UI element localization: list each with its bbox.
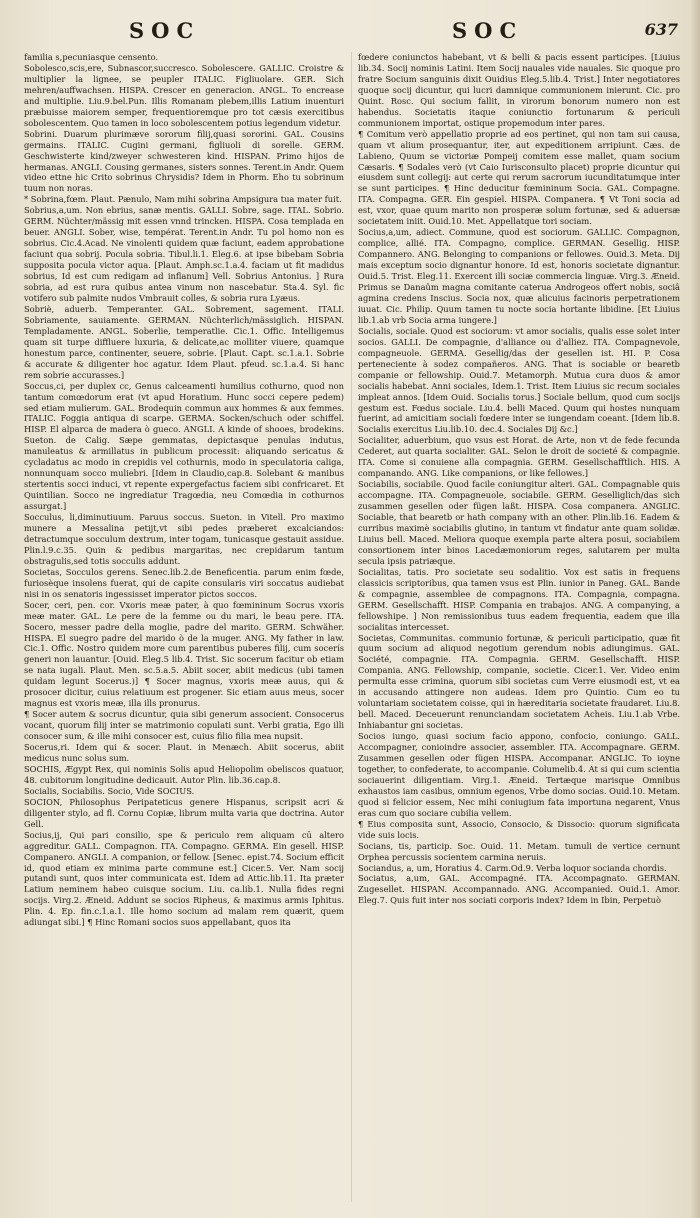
running-header (24, 18, 678, 48)
dictionary-entry: Sobrini. Duarum plurimæve sororum filij,quasi sororini. GAL. Cousins germains. ITALIC. Cugini germani, figliuoli di sorelle. GERM. Geschwisterte kind/zweyer schwesteren kind. HISPAN. Primo hijos de hermanas. ANGLI. Cousing germanes, sisters sonnes. Terent.in Andr. Quem video ettne hic Crito sobrinus Chrysidis? Idem in Phorm. Eho tu sobrinum tuum non noras. (24, 128, 344, 194)
dictionary-entry: Sociatus, a,um, GAL. Accompagné. ITA. Accompagnato. GERMAN. Zugesellet. HISPAN. Accompannado. ANG. Accompanied. Ouid.1. Amor. Eleg.7. Quis fuit inter nos sociati corporis index? Idem in Ibin, Perpetuò (358, 873, 680, 906)
dictionary-entry: SOCION, Philosophus Peripateticus genere Hispanus, scripsit acri & diligenter stylo, ad fl. Cornu Copiæ, librum multa varia que doctrina. Autor Gell. (24, 796, 344, 829)
dictionary-entry: Socius,ij, Qui pari consilio, spe & periculo rem aliquam cū altero aggreditur. GALL. Compagnon. ITA. Compagno. GERMA. Ein gesell. HISP. Companero. ANGLI. A companion, or fellow. [Senec. epist.74. Socium efficit id, quod etiam ex minima parte commune est.] Cicer.5. Ver. Nam socij putandi sunt, quos inter communicata est. Idem ad Attic.lib.11. Ita præter Latium neminem habeo cuisque socium. Liu. ca.lib.1. Nulla fides regni socijs. Virg.2. Æneid. Addunt se socios Ripheus, & maximus armis Iphitus. Plin. 4. Ep. fin.c.1.a.1. Ille homo socium ad malam rem quærit, quem adiungat sibi.] ¶ Hinc Romani socios suos appellabant, quos ita (24, 829, 344, 928)
dictionary-entry: Socios iungo, quasi socium facio appono, confocio, coniungo. GALL. Accompagner, conioindre associer, assembler. ITA. Accompagnare. GERM. Zusammen gesellen oder fügen HISPA. Accompanar. ANGLIC. To ioyne together, to confederate, to accompanie. Columelib.4. At si qui cum scientia sociauerint diligentiam. Virg.1. Æneid. Tertæque marisque Omnibus exhaustos iam casibus, omnium egenos, Vrbe domo socias. Ouid.10. Metam. quod si felicior essem, Nec mihi coniugium fata importuna negarent, Vnus eras cum quo sociare cubilia vellem. (358, 731, 680, 818)
dictionary-entry: ¶ Eius composita sunt, Associo, Consocio, & Dissocio: quorum significata vide suis locis. (358, 818, 680, 840)
column-divider (351, 52, 352, 1202)
dictionary-entry: Societas, Socculos gerens. Senec.lib.2.de Beneficentia. parum enim fœde, furiosèque insolens fuerat, qui de capite consularis viri soccatus audiebat nisi in os senatoris ingessisset imperator pictos soccos. (24, 566, 344, 599)
left-running-head: SOC (129, 18, 201, 43)
right-column (358, 52, 680, 906)
dictionary-entry: familia s,pecuniasque censento. (24, 52, 159, 62)
dictionary-entry: * Sobrina,fœm. Plaut. Pænulo, Nam mihi sobrina Ampsigura tua mater fuit. (24, 194, 342, 205)
dictionary-entry: fœdere coniunctos habebant, vt & belli & pacis essent participes. [Liuius lib.34. Socij nominis Latini. Item Socij nauales vide nauales. Sic quoque pro fratre Socium sanguinis dixit Ouidius Eleg.5.lib.4. Trist.] Inter negotiatores quoque socij dicuntur, qui lucri damnique communionem inierunt. Cic. pro Quint. Rosc. Qui socium fallit, in virorum bonorum numero non est habendus. Societatis itaque coniunctio fortunarum & periculi communionem importat, ostique propemodum inter pares. (358, 52, 680, 128)
dictionary-entry: Socerus,ri. Idem qui & socer. Plaut. in Menæch. Abiit socerus, abiit medicus nunc solus sum. (24, 742, 344, 763)
dictionary-entry: Soccus,ci, per duplex cc, Genus calceamenti humilius cothurno, quod non tantum comœdorum erat (vt apud Horatium. Hunc socci cepere pedem) sed etiam mulierum. GAL. Brodequin commun aux hommes & aux femmes. ITALIC. Foggia antiqua di scarpe. GERMA. Socken/schuch oder schiffel. HISP. El alparca de madera ò gueco. ANGLI. A kinde of shooes, brodekins. Sueton. de Calig. Sæpe gemmatas, depictasque penulas indutus, manuleatus & armillatus in publicum processit: aliquando sericatus & cycladatus ac modo in crepidis vel cothurnis, modo in speculatoria caliga, nonnunquam socco muliebri. [Idem in Claudio,cap.8. Solebant & manibus stertentis socci induci, vt repente expergefactus faciem sibi confricaret. Et Quintilian. Socco ne ingrediatur Tragœdia, neu Comœdia in cothurnos assurgat.] (24, 380, 344, 512)
dictionary-entry: Sobolesco,scis,ere, Subnascor,succresco. Sobolescere. GALLIC. Croistre & multiplier la lignee, se peupler ITALIC. Figliuolare. GER. Sich mehren/auffwachsen. HISPA. Crescer en generacion. ANGL. To encrease and multiplie. Liu.9.bel.Pun. Illis Romanam plebem,illis Latium inuenturi præbuisse maiorem semper, frequentioremque pro tot cæsis exercitibus sobolescentem. Quo tamen in loco sobolescentem potius legendum videtur. (24, 62, 344, 128)
page-number: 637 (644, 20, 678, 39)
dictionary-entry: Socculus, li,diminutiuum. Paruus soccus. Sueton. in Vitell. Pro maximo munere a Messalina petijt,vt sibi pedes præberet excalciandos: detractumque socculum dextrum, inter togam, tunicasque gestauit assidue. Plin.l.9.c.35. Quin & pedibus margaritas, nec crepidarum tantum obstragulis,sed totis socculis addunt. (24, 512, 344, 566)
dictionary-entry: Socialiter, aduerbium, quo vsus est Horat. de Arte, non vt de fede fecunda Cederet, aut quarta socialiter. GAL. Selon le droit de societé & compagnie. ITA. Come si conuiene alla compagnia. GERM. Gesellschafftlich. HIS. A companando. ANG. Like companions, or like fellowes.] (358, 435, 680, 479)
dictionary-entry: Socius,a,um, adiect. Commune, quod est sociorum. GALLIC. Compagnon, complice, allié. ITA. Compagno, complice. GERMAN. Gesellig. HISP. Compannero. ANG. Belonging to companions or fellowes. Ouid.3. Meta. Dij mais exceptum socio dignantur honore. Id est, honoris societate dignantur. Ouid.5. Trist. Eleg.11. Exercent illi sociæ commercia linguæ. Virg.3. Æneid. Primus se Danaûm magna comitante caterua Androgeos offert nobis, sociâ agmina credens Inscius. Socia nox, quæ alicuius facinoris perpetrationem iuuat. Cic. Philip. Quum tamen tu nocte socia hortante libidine. [Et Liuius lib.1.ab vrb Socia arma iungere.] (358, 227, 680, 325)
dictionary-entry: Sociandus, a, um, Horatius 4. Carm.Od.9. Verba loquor socianda chordis. (358, 862, 667, 873)
dictionary-entry: ¶ Socer autem & socrus dicuntur, quia sibi generum associent. Consocerus vocant, quorum filij inter se matrimonio copulati sunt. Verbi gratia, Ego illi consocer sum, & ille mihi consocer est, cuius filio filia mea nupsit. (24, 709, 344, 742)
dictionary-entry: Socer, ceri, pen. cor. Vxoris meæ pater, à quo fœmininum Socrus vxoris meæ mater. GAL. Le pere de la femme ou du mari, le beau pere. ITA. Socero, messer padre della moglie, padre del marito. GERM. Schwäher. HISPA. El suegro padre del marido ò de la muger. ANG. My father in law. Cic.1. Offic. Nostro quidem more cum parentibus puberes filij, cum socerís generi non lauantur. [Ouid. Eleg.5 lib.4. Trist. Sic socerum facitur ob etiam se nata iugali. Plaut. Men. sc.5.a.5. Abiit socer, abiit medicus (ubi tamen quidam legunt Socerus.)] ¶ Socer magnus, vxoris meæ auus, qui & prosocer dicitur, cuius relatiuum est progener. Sic etiam auus meus, socer magnus est vxoris meæ, illa ills pronurus. (24, 599, 344, 709)
right-running-head: SOC (452, 18, 524, 43)
page-edge-shadow (690, 0, 700, 1218)
dictionary-entry: Sobriè, aduerb. Temperanter. GAL. Sobrement, sagement. ITALI. Sobriamente, sauiamente. GERMAN. Nüchterlich/mässiglich. HISPAN. Templadamente. ANGL. Soberlie, temperatlie. Cic.1. Offic. Intelligemus quam sit turpe diffluere luxuria, & delicate,ac molliter viuere, quamque honestum parce, continenter, seuere, sobrie. [Plaut. Capt. sc.1.a.1. Sobrie & accurate & diligenter hoc agatur. Idem Plaut. pfeud. sc.1.a.4. Si hanc rem sobrie accurasses.] (24, 303, 344, 380)
dictionary-entry: Socialis, sociale. Quod est sociorum: vt amor socialis, qualis esse solet inter socios. GALLI. De compagnie, d'alliance ou d'alliez. ITA. Compagnevole, compagneuole. GERMA. Gesellig/das der gesellen ist. HI. P. Cosa perteneciente à sodez compañeros. ANG. That is sociable or bearetb companie or fellowship. Ouid.7. Metamorph. Mutua cura duos & amor socialis habebat. Anni sociales, Idem.1. Trist. Item Liuius sic recum sociales impleat annos. [Idem Ouid. Socialis torus.] Sociale bellum, quod cum socijs gestum est. Fœdus sociale. Liu.4. belli Maced. Quum qui hostes nunquam fuerint, ad amicitiam sociali fœdere inter se iungendam coeant. [Idem lib.8. Socialis exercitus Liu.lib.10. dec.4. Sociales Dij &c.] (358, 325, 680, 435)
dictionary-entry: ¶ Comitum verò appellatio proprie ad eos pertinet, qui non tam sui causa, quam vt alium prosequantur, iter, aut expeditionem arripiunt. Cæs. de Labieno, Quum se victoriæ Pompeij comitem esse mallet, quam socium Cæsaris. ¶ Sodales verò (vt Caio Iurisconsulto placet) proprie dicuntur qui eiusdem sunt collegij: aut certe qui rerum sacrorum iucunditatumque inter se sunt participes. ¶ Hinc deducitur fœmininum Socia. GAL. Compagne. ITA. Compagna. GER. Ein gespiel. HISPA. Companera. ¶ Vt Toni socia ad est, vxor, quae quum marito non prosperæ solum fortunæ, sed & aduersæ societatem iniit. Ouid.10. Met. Appellatque tori sociam. (358, 128, 680, 227)
dictionary-entry: Sobrius,a,um. Non ebrius, sanæ mentis. GALLI. Sobre, sage. ITAL. Sobrio. GERM. Nüchter/mässig mit essen vnnd trincken. HISPA. Cosa templada en beuer. ANGLI. Sober, wise, températ. Terent.in Andr. Tu pol homo non es sobrius. Cic.4.Acad. Ne vinolenti quidem quæ faciunt, eadem approbatione faciunt qua sobrij. Pocula sobria. Tibul.li.1. Eleg.6. at ipse bibebam Sobria supposita pocula victor aqua. [Plaut. Amph.sc.1.a.4. faciam ut fit madidus sobrius, Id est cum redigam ad inflanum] Vell. Sobrius Antonius. ] Rura sobria, ad est rura quibus antea vinum non nascebatur. Sta.4. Syl. fic votifero sub palmite nudos Vmbrauit colles, & sobria rura Lyæus. (24, 205, 344, 303)
left-column (24, 52, 344, 928)
dictionary-entry: Socialis, Sociabilis. Socio, Vide SOCIUS. (24, 785, 195, 796)
dictionary-entry: SOCHIS, Ægypt Rex, qui nominis Solis apud Heliopolim obeliscos quatuor, 48. cubitorum longitudine dedicauit. Autor Plin. lib.36.cap.8. (24, 763, 344, 785)
dictionary-entry: Socialitas, tatis. Pro societate seu sodalitio. Vox est satis in frequens classicis scriptoribus, qua tamen vsus est Plin. iunior in Paneg. GAL. Bande & compagnie, assemblee de compagnons. ITA. Compagnia, compagna. GERM. Gesellschafft. HISP. Compania en trabajos. ANG. A companying, a fellowshipe. ] Non remissionibus tuus eadem frequentia, eadem que illa socialitas intercesset. (358, 566, 680, 632)
dictionary-entry: Sociabilis, sociabile. Quod facile coniungitur alteri. GAL. Compagnable quis accompagne. ITA. Compagneuole, sociabile. GERM. Geselliglich/das sich zusammen gesellen oder fügen laßt. HISPA. Cosa companera. ANGLIC. Sociable, that bearetb or hath company with an other. Plin.lib.16. Eadem & curribus maximè sociabilis glutino, in tantum vt findatur ante quam solidæ. Liuius bell. Maced. Meliora quoque exempla parte altera posui, sociabilem consortionem inter binos Lacedæmoniorum reges, salutarem per multa secula ipsis patriæque. (358, 479, 680, 566)
dictionary-entry: Socians, tis, particip. Soc. Ouid. 11. Metam. tumuli de vertice cernunt Orphea percussis socientem carmina neruis. (358, 840, 680, 862)
dictionary-entry: Societas, Communitas. communio fortunæ, & periculi participatio, quæ fit quum socium ad aliquod negotium gerendum nobis adiungimus. GAL. Société, compagnie. ITA. Compagnia. GERM. Gesellschafft. HISP. Compania. ANG. Fellowship, companie, societie. Cicer.1. Ver. Video enim permulta esse crimina, quorum sibi societas cum Verre eiusmodi est, vt ea in accusando attingere non audeas. Idem pro Quintio. Cum eo tu voluntariam societatem coisse, qui in hæreditaria societate fraudaret. Liu.8. bell. Maced. Deceuerunt renunciandam societatem Acheis. Liu.1.ab Vrbe. Inhiabantur gni societas. (358, 632, 680, 731)
